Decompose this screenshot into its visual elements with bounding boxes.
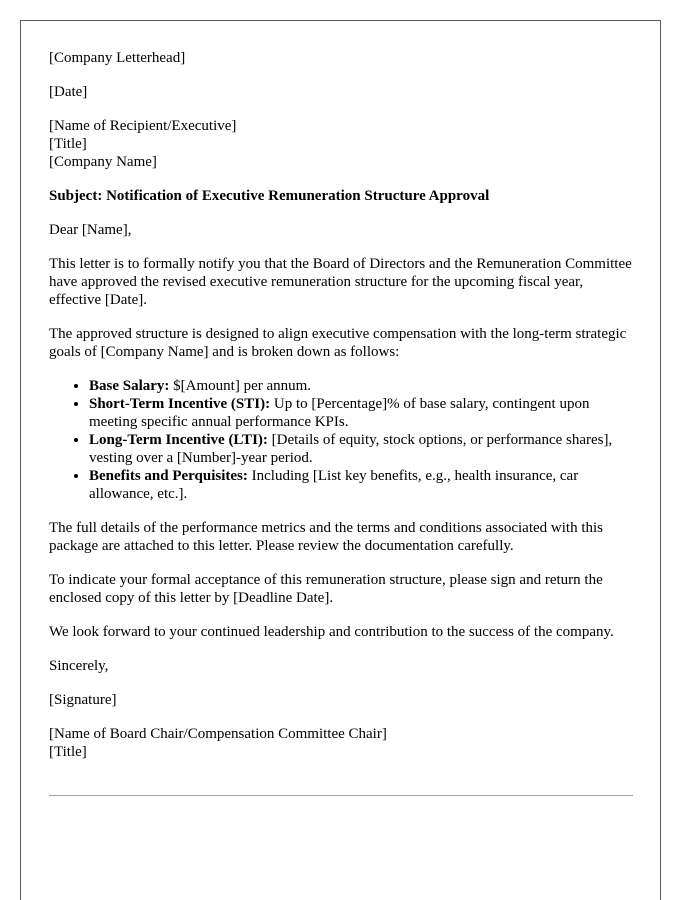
company-letterhead: [Company Letterhead] xyxy=(49,50,186,66)
recipient-name: [Name of Recipient/Executive] xyxy=(49,118,237,134)
list-item-label: Long-Term Incentive (LTI): xyxy=(89,432,268,448)
recipient-title: [Title] xyxy=(49,136,87,152)
list-item-label: Short-Term Incentive (STI): xyxy=(89,396,271,412)
list-item-label: Base Salary: xyxy=(89,378,170,394)
signer-title: [Title] xyxy=(49,744,87,760)
subject-line: Subject: Notification of Executive Remuneration Structure Approval xyxy=(49,188,490,204)
structure-paragraph: The approved structure is designed to align executive compensation with the long-term strategic goals of [Company Name] and is broken down as follows: xyxy=(49,326,627,360)
recipient-block xyxy=(49,117,634,171)
signoff: Sincerely, xyxy=(49,658,109,674)
list-item xyxy=(89,431,634,467)
letter-date: [Date] xyxy=(49,84,88,100)
intro-paragraph: This letter is to formally notify you that the Board of Directors and the Remuneration Committee have approved the revised executive remuneration structure for the upcoming fiscal year, effective [Date]. xyxy=(49,256,632,308)
letter-page xyxy=(20,20,661,900)
list-item-text: Including [List key benefits, e.g., health insurance, car allowance, etc.]. xyxy=(89,468,579,502)
recipient-company: [Company Name] xyxy=(49,154,157,170)
signature-placeholder: [Signature] xyxy=(49,692,117,708)
list-item-text: $[Amount] per annum. xyxy=(169,378,312,394)
closing-paragraph: We look forward to your continued leadership and contribution to the success of the company. xyxy=(49,624,614,640)
details-paragraph: The full details of the performance metrics and the terms and conditions associated with this package are attached to this letter. Please review the documentation carefully. xyxy=(49,520,604,554)
list-item xyxy=(89,377,634,395)
signer-block xyxy=(49,725,634,761)
list-item-text: Up to [Percentage]% of base salary, contingent upon meeting specific annual performance KPIs. xyxy=(89,396,590,430)
signer-name: [Name of Board Chair/Compensation Committee Chair] xyxy=(49,726,387,742)
list-item xyxy=(89,467,634,503)
salutation: Dear [Name], xyxy=(49,222,132,238)
list-item-text: [Details of equity, stock options, or performance shares], vesting over a [Number]-year period. xyxy=(89,432,613,466)
list-item xyxy=(89,395,634,431)
letter-body xyxy=(49,49,634,777)
remuneration-list xyxy=(49,377,634,503)
acceptance-paragraph: To indicate your formal acceptance of this remuneration structure, please sign and return the enclosed copy of this letter by [Deadline Date]. xyxy=(49,572,603,606)
divider xyxy=(49,795,633,796)
list-item-label: Benefits and Perquisites: xyxy=(89,468,248,484)
